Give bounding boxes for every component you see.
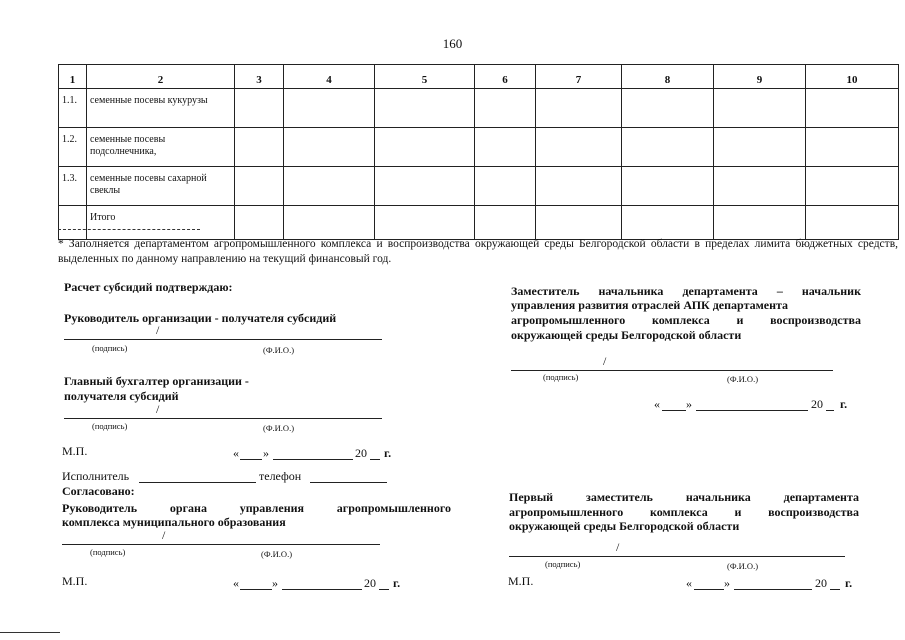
signature-label: (подпись) — [90, 547, 126, 557]
empty-cell — [536, 167, 622, 206]
column-header: 9 — [714, 65, 806, 89]
accountant-signature-line[interactable] — [64, 418, 382, 419]
column-header: 3 — [235, 65, 284, 89]
agreed-title: Согласовано: — [62, 484, 135, 498]
empty-cell — [806, 167, 899, 206]
signature-label: (подпись) — [543, 372, 579, 382]
first-deputy-title-line-1: Первый заместитель начальника департамента — [509, 490, 859, 504]
date-day-line[interactable] — [694, 589, 724, 590]
date-day-line[interactable] — [240, 589, 272, 590]
head-title: Руководитель организации - получателя субсидий — [64, 311, 337, 325]
fio-label: (Ф.И.О.) — [727, 374, 759, 384]
footnote-separator — [58, 229, 200, 230]
date-day-line[interactable] — [662, 410, 686, 411]
year-prefix: 20 — [815, 576, 827, 590]
signature-label: (подпись) — [545, 559, 581, 569]
empty-cell — [475, 206, 536, 240]
column-header: 10 — [806, 65, 899, 89]
empty-cell — [622, 206, 714, 240]
empty-cell — [375, 167, 475, 206]
first-deputy-signature-line[interactable] — [509, 556, 845, 557]
year-prefix: 20 — [364, 576, 376, 590]
footnote: * Заполняется департаментом агропромышленного комплекса и воспроизводства окружающей среды Белгородской области в пределах лимита бюджетных средств, выделенных по данному направлению на текущий финансовый год. — [58, 238, 898, 265]
empty-cell — [806, 89, 899, 128]
municipal-signature-line[interactable] — [62, 544, 380, 545]
deputy-title-line-2: управления развития отраслей АПК департамента — [511, 298, 789, 312]
first-deputy-title-line-3: окружающей среды Белгородской области — [509, 519, 740, 533]
row-name: семенные посевы сахарной свеклы — [87, 167, 235, 206]
signature-label: (подпись) — [92, 421, 128, 431]
municipal-title-line-2: комплекса муниципального образования — [62, 515, 286, 529]
empty-cell — [375, 128, 475, 167]
column-header: 5 — [375, 65, 475, 89]
subsidy-table — [58, 64, 899, 240]
table-header-row — [59, 65, 899, 89]
empty-cell — [475, 128, 536, 167]
row-number — [59, 206, 87, 240]
empty-cell — [375, 89, 475, 128]
table-total-row — [59, 206, 899, 240]
empty-cell — [235, 167, 284, 206]
date-month-line[interactable] — [282, 589, 362, 590]
year-suffix: г. — [845, 576, 853, 590]
scan-edge-line — [0, 632, 60, 633]
date-close-quote: » — [686, 397, 692, 411]
empty-cell — [536, 206, 622, 240]
date-open-quote: « — [233, 446, 239, 460]
empty-cell — [235, 128, 284, 167]
column-header: 2 — [87, 65, 235, 89]
phone-line[interactable] — [310, 482, 387, 483]
date-close-quote: » — [724, 576, 730, 590]
first-deputy-title-line-2: агропромышленного комплекса и воспроизводства — [509, 505, 859, 519]
date-day-line[interactable] — [240, 459, 262, 460]
fio-label: (Ф.И.О.) — [263, 345, 295, 355]
date-month-line[interactable] — [273, 459, 353, 460]
date-year-line[interactable] — [830, 589, 840, 590]
executor-label: Исполнитель — [62, 469, 130, 483]
signature-label: (подпись) — [92, 343, 128, 353]
date-month-line[interactable] — [696, 410, 808, 411]
table-row — [59, 89, 899, 128]
empty-cell — [284, 89, 375, 128]
deputy-title-line-3: агропромышленного комплекса и воспроизводства — [511, 313, 861, 327]
year-prefix: 20 — [355, 446, 367, 460]
row-number: 1.3. — [59, 167, 87, 206]
empty-cell — [284, 128, 375, 167]
confirm-title: Расчет субсидий подтверждаю: — [64, 280, 233, 294]
date-month-line[interactable] — [734, 589, 812, 590]
empty-cell — [714, 89, 806, 128]
row-name: семенные посевы кукурузы — [87, 89, 235, 128]
column-header: 7 — [536, 65, 622, 89]
date-close-quote: » — [263, 446, 269, 460]
table-row — [59, 128, 899, 167]
executor-line[interactable] — [139, 482, 256, 483]
table-row — [59, 167, 899, 206]
empty-cell — [235, 206, 284, 240]
date-open-quote: « — [654, 397, 660, 411]
stamp-label: М.П. — [62, 574, 88, 588]
empty-cell — [284, 167, 375, 206]
municipal-title-line-1: Руководитель органа управления агропромышленного — [62, 501, 451, 515]
column-header: 4 — [284, 65, 375, 89]
stamp-label: М.П. — [508, 574, 534, 588]
signature-slash: / — [162, 528, 166, 542]
page-number: 160 — [442, 36, 463, 51]
year-suffix: г. — [840, 397, 848, 411]
empty-cell — [714, 128, 806, 167]
empty-cell — [714, 167, 806, 206]
fio-label: (Ф.И.О.) — [261, 549, 293, 559]
year-prefix: 20 — [811, 397, 823, 411]
date-open-quote: « — [686, 576, 692, 590]
accountant-title-line-1: Главный бухгалтер организации - — [64, 374, 249, 388]
empty-cell — [475, 89, 536, 128]
deputy-signature-line[interactable] — [511, 370, 833, 371]
signature-slash: / — [156, 323, 160, 337]
empty-cell — [622, 89, 714, 128]
signature-slash: / — [616, 540, 620, 554]
fio-label: (Ф.И.О.) — [263, 423, 295, 433]
empty-cell — [806, 206, 899, 240]
date-year-line[interactable] — [826, 410, 834, 411]
empty-cell — [536, 89, 622, 128]
date-close-quote: » — [272, 576, 278, 590]
row-number: 1.1. — [59, 89, 87, 128]
signature-slash: / — [156, 402, 160, 416]
year-suffix: г. — [384, 446, 392, 460]
column-header: 6 — [475, 65, 536, 89]
column-header: 1 — [59, 65, 87, 89]
deputy-title-line-1: Заместитель начальника департамента – начальник — [511, 284, 861, 298]
date-year-line[interactable] — [370, 459, 380, 460]
fio-label: (Ф.И.О.) — [727, 561, 759, 571]
empty-cell — [536, 128, 622, 167]
empty-cell — [622, 167, 714, 206]
empty-cell — [806, 128, 899, 167]
head-signature-line[interactable] — [64, 339, 382, 340]
column-header: 8 — [622, 65, 714, 89]
empty-cell — [235, 89, 284, 128]
row-name: семенные посевы подсолнечника, — [87, 128, 235, 167]
empty-cell — [475, 167, 536, 206]
accountant-title-line-2: получателя субсидий — [64, 389, 179, 403]
row-name: Итого — [87, 206, 235, 240]
date-open-quote: « — [233, 576, 239, 590]
phone-label: телефон — [259, 469, 302, 483]
empty-cell — [622, 128, 714, 167]
stamp-label: М.П. — [62, 444, 88, 458]
empty-cell — [284, 206, 375, 240]
signature-slash: / — [603, 354, 607, 368]
deputy-title-line-4: окружающей среды Белгородской области — [511, 328, 742, 342]
date-year-line[interactable] — [379, 589, 389, 590]
empty-cell — [714, 206, 806, 240]
empty-cell — [375, 206, 475, 240]
year-suffix: г. — [393, 576, 401, 590]
row-number: 1.2. — [59, 128, 87, 167]
